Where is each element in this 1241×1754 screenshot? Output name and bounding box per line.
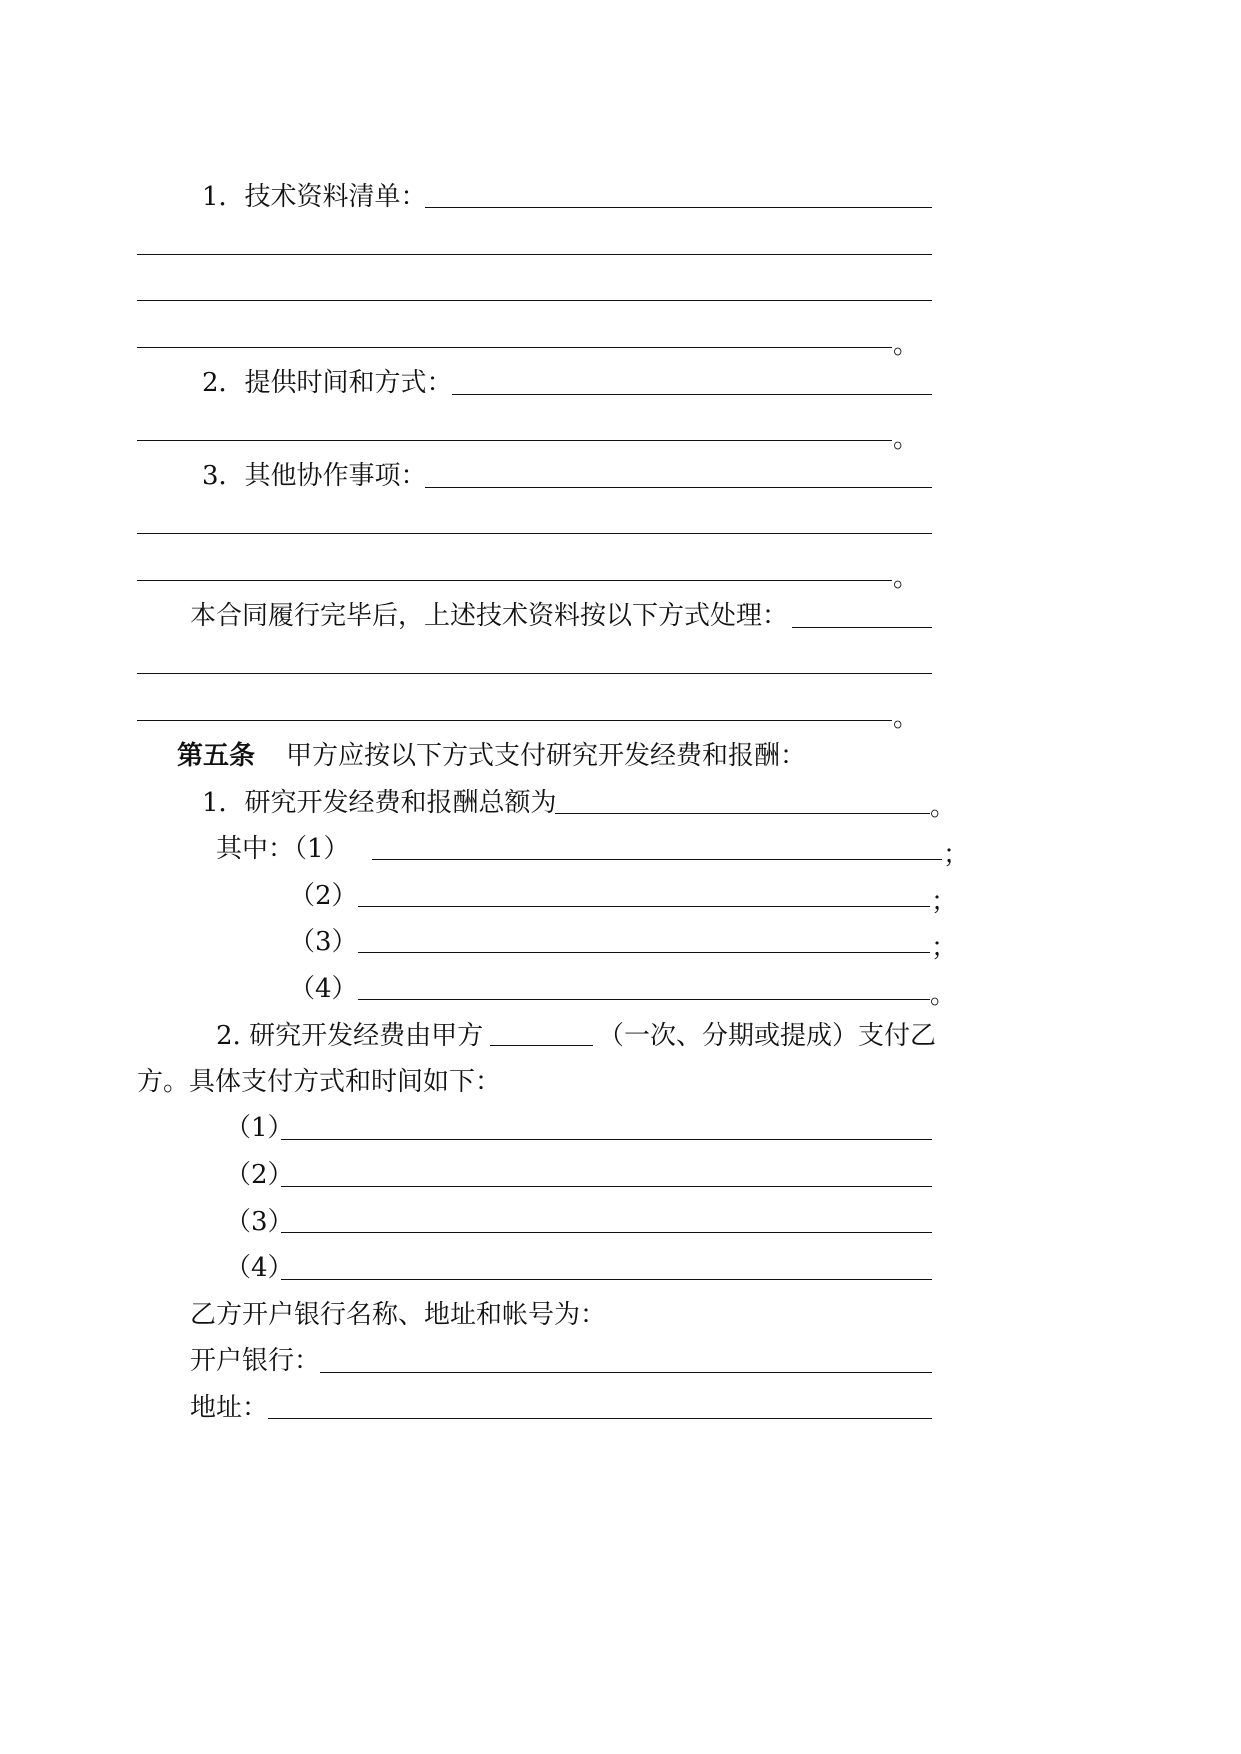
bank-name-line[interactable] — [320, 1372, 932, 1373]
breakdown-4-line[interactable] — [358, 999, 930, 1000]
data-handling-label: 本合同履行完毕后，上述技术资料按以下方式处理： — [190, 601, 789, 631]
other-cooperation-line-2[interactable] — [137, 533, 932, 534]
data-handling-line-1[interactable] — [792, 627, 932, 628]
tech-data-list-line-4[interactable] — [137, 347, 892, 348]
total-amount-label: 1．研究开发经费和报酬总额为 — [202, 788, 557, 818]
breakdown-4-label: （4） — [289, 974, 358, 1004]
address-label: 地址： — [190, 1393, 269, 1423]
semicolon-mark: ； — [931, 887, 958, 917]
period-mark: 。 — [930, 980, 957, 1010]
semicolon-mark: ； — [943, 840, 970, 870]
payment-method-continued: 方。具体支付方式和时间如下： — [137, 1067, 502, 1097]
breakdown-1-label: 其中：（1） — [216, 834, 350, 864]
payment-4-label: （4） — [225, 1253, 294, 1283]
breakdown-1-line[interactable] — [372, 859, 942, 860]
end-mark: 。 — [893, 330, 920, 360]
breakdown-2-label: （2） — [289, 881, 358, 911]
other-cooperation-label: 3．其他协作事项： — [202, 461, 427, 491]
payment-1-label: （1） — [225, 1113, 294, 1143]
address-line[interactable] — [268, 1418, 932, 1419]
other-cooperation-line-1[interactable] — [425, 487, 932, 488]
data-handling-line-2[interactable] — [137, 673, 932, 674]
payment-4-line[interactable] — [281, 1279, 932, 1280]
semicolon-mark: ； — [931, 933, 958, 963]
payment-method-line[interactable] — [490, 1045, 593, 1046]
tech-data-list-line-1[interactable] — [425, 207, 932, 208]
payment-method-label: 2. 研究开发经费由甲方 — [216, 1021, 484, 1051]
time-manner-line-1[interactable] — [452, 394, 932, 395]
tech-data-list-line-3[interactable] — [137, 300, 932, 301]
period-mark: 。 — [930, 792, 957, 822]
breakdown-3-label: （3） — [289, 927, 358, 957]
other-cooperation-line-3[interactable] — [137, 580, 892, 581]
tech-data-list-label: 1．技术资料清单： — [202, 182, 427, 212]
data-handling-line-3[interactable] — [137, 720, 892, 721]
time-manner-label: 2．提供时间和方式： — [202, 368, 453, 398]
end-mark: 。 — [893, 424, 920, 454]
total-amount-line[interactable] — [555, 813, 930, 814]
article-5-heading: 第五条 — [177, 741, 256, 771]
payment-1-line[interactable] — [281, 1139, 932, 1140]
bank-info-intro: 乙方开户银行名称、地址和帐号为： — [190, 1300, 607, 1330]
article-5-text: 甲方应按以下方式支付研究开发经费和报酬： — [286, 741, 807, 771]
payment-2-line[interactable] — [281, 1186, 932, 1187]
breakdown-2-line[interactable] — [358, 906, 930, 907]
end-mark: 。 — [893, 563, 920, 593]
bank-name-label: 开户银行： — [190, 1346, 321, 1376]
time-manner-line-2[interactable] — [137, 440, 892, 441]
tech-data-list-line-2[interactable] — [137, 254, 932, 255]
payment-2-label: （2） — [225, 1160, 294, 1190]
breakdown-3-line[interactable] — [358, 952, 930, 953]
end-mark: 。 — [893, 703, 920, 733]
payment-3-line[interactable] — [281, 1232, 932, 1233]
payment-method-options: （一次、分期或提成）支付乙 — [598, 1021, 937, 1051]
payment-3-label: （3） — [225, 1207, 294, 1237]
